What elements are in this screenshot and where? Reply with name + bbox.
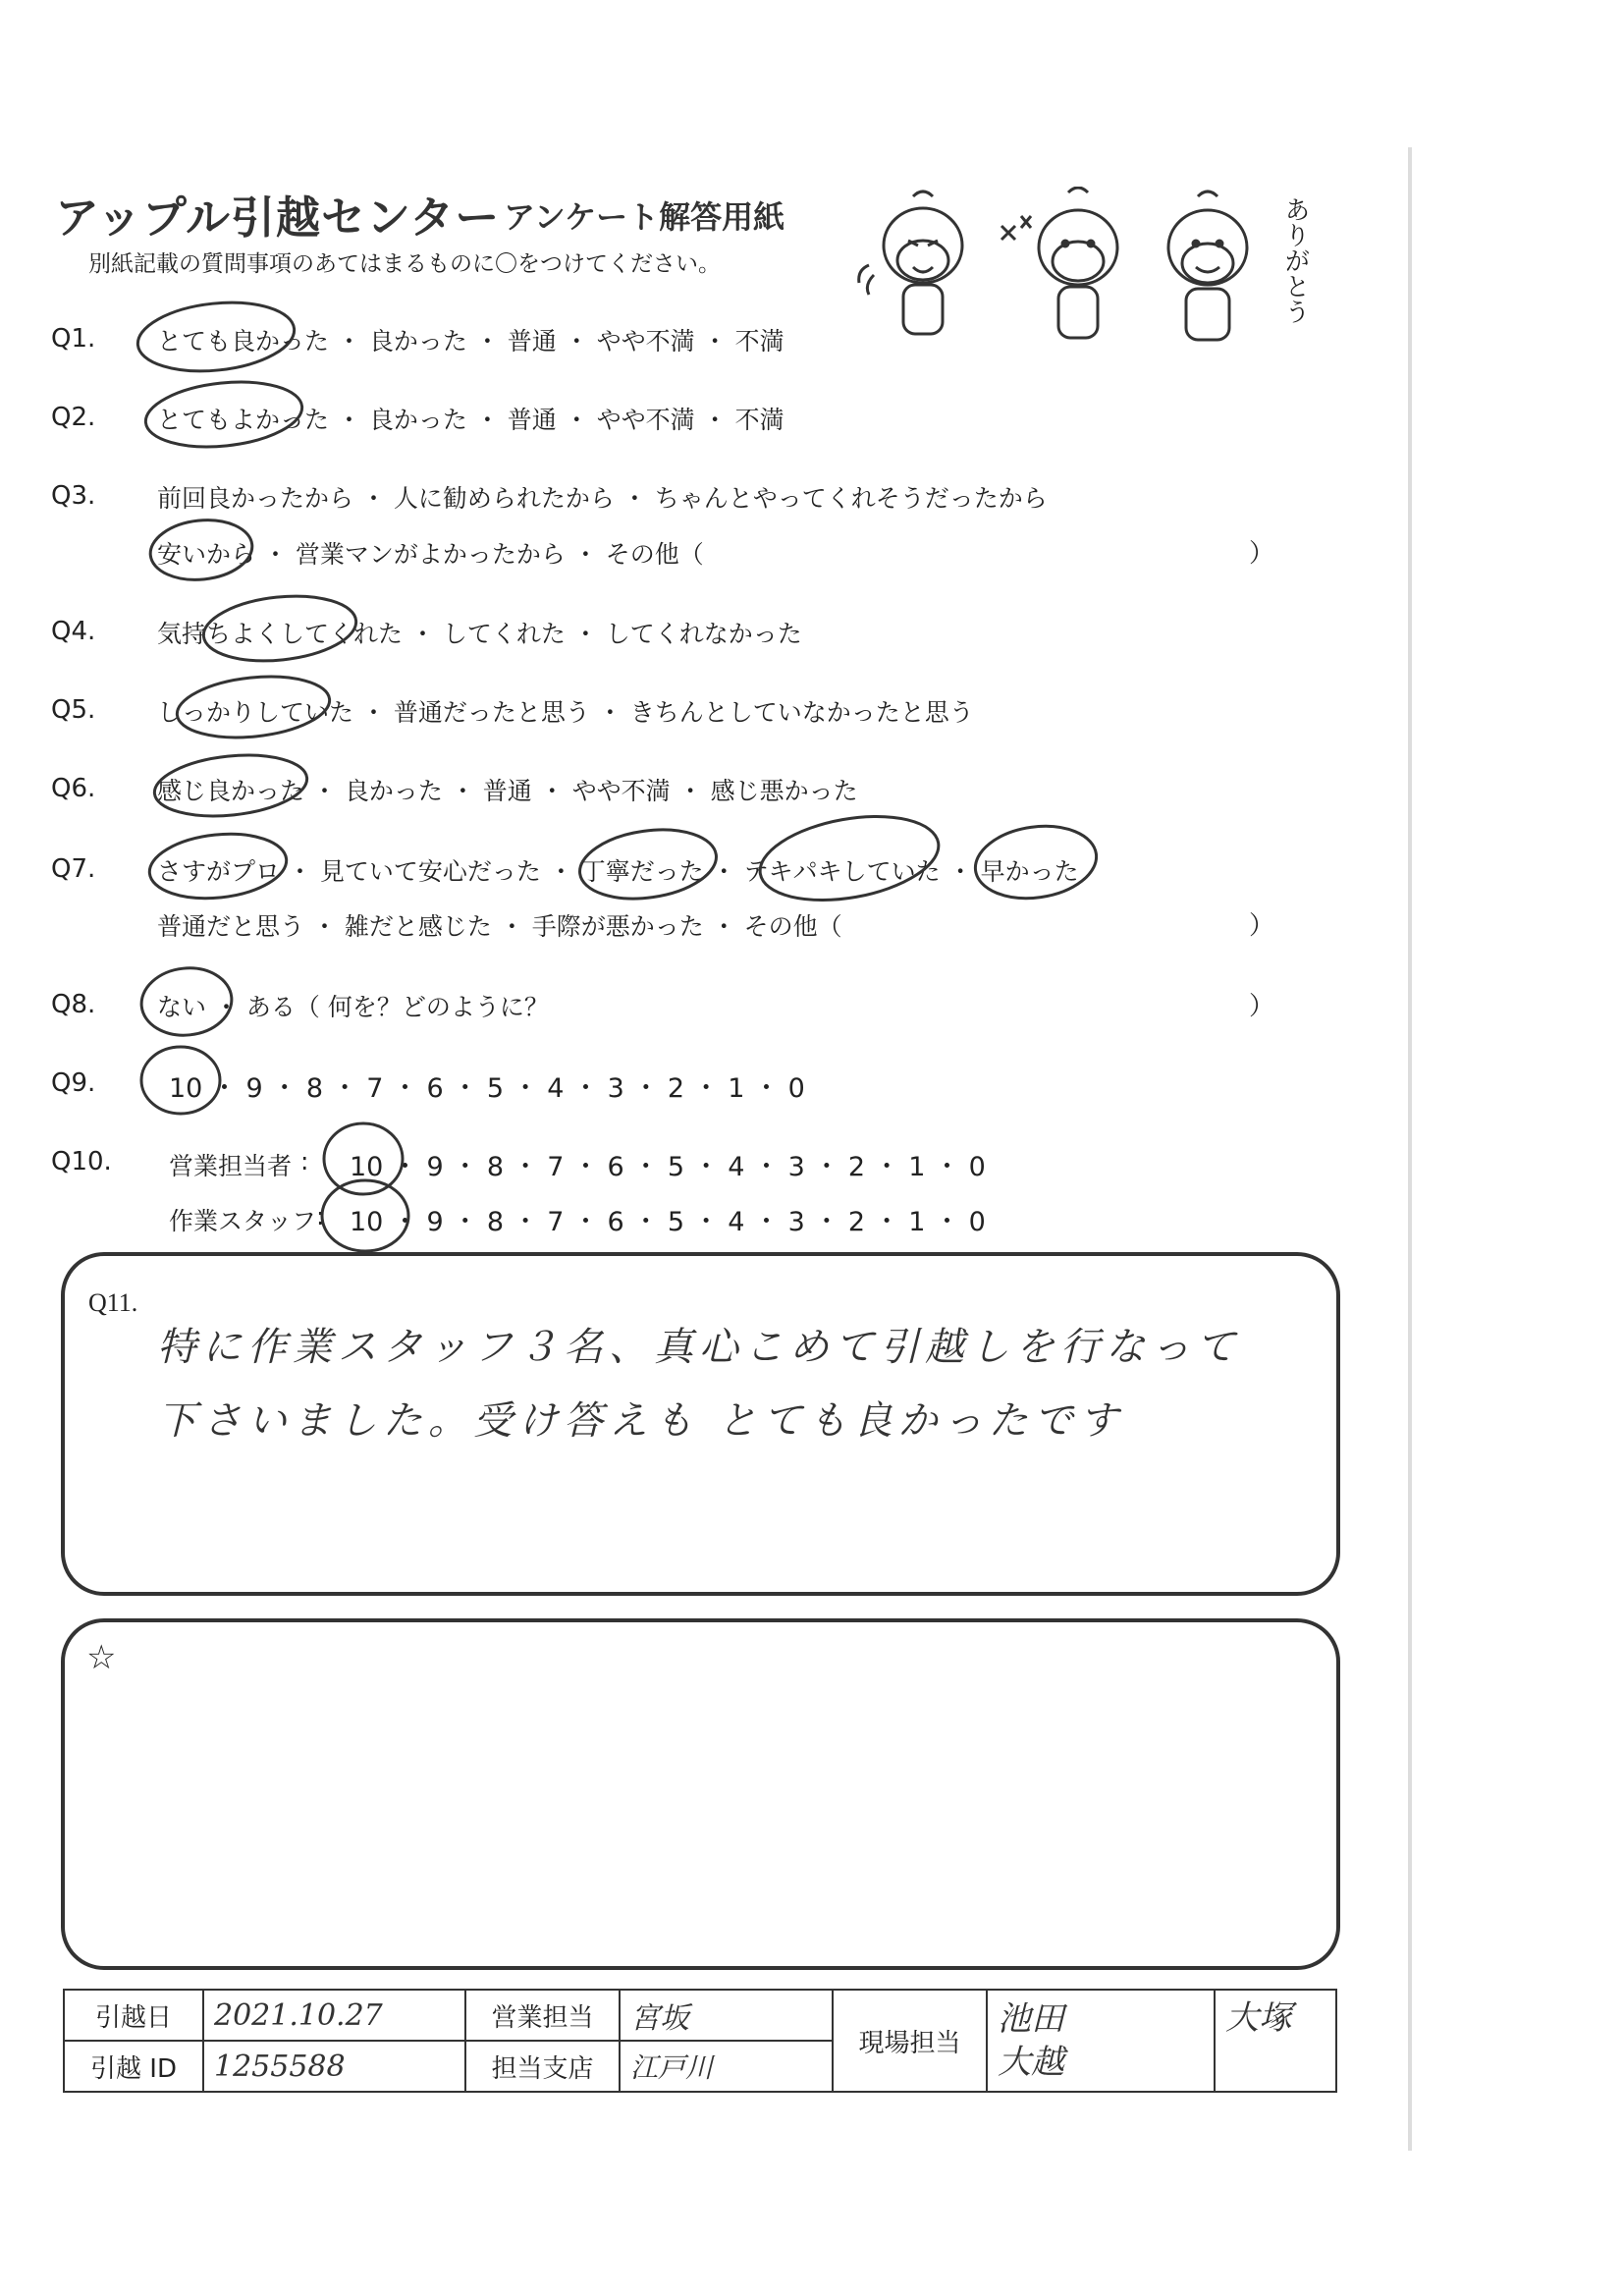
monkey-smiling-icon xyxy=(1168,191,1247,340)
monkey-laughing-icon xyxy=(859,191,962,334)
q2-options: とてもよかった ・ 良かった ・ 普通 ・ やや不満 ・ 不満 xyxy=(157,406,784,434)
q10-label: Q10. xyxy=(51,1147,112,1176)
q1-label: Q1. xyxy=(51,324,96,354)
move-id-value: 1255588 xyxy=(203,2041,465,2092)
q11-answer-line2: 下さいました。受け答えも とても良かったです xyxy=(157,1398,1124,1444)
q6-options: 感じ良かった ・ 良かった ・ 普通 ・ やや不満 ・ 感じ悪かった xyxy=(157,777,858,805)
q9-scale: 10 ・ 9 ・ 8 ・ 7 ・ 6 ・ 5 ・ 4 ・ 3 ・ 2 ・ 1 ・ 0 xyxy=(169,1073,805,1104)
form-title: アンケート解答用紙 xyxy=(504,198,785,236)
q5-label: Q5. xyxy=(51,695,96,725)
move-date-label: 引越日 xyxy=(64,1990,203,2041)
monkey-cheering-icon xyxy=(1001,188,1117,338)
q10-staff-scale: 10 ・ 9 ・ 8 ・ 7 ・ 6 ・ 5 ・ 4 ・ 3 ・ 2 ・ 1 ・ 0 xyxy=(350,1207,986,1237)
move-date-value: 2021.10.27 xyxy=(203,1990,465,2041)
q3-options-line1: 前回良かったから ・ 人に勧められたから ・ ちゃんとやってくれそうだったから xyxy=(157,484,1048,513)
info-table xyxy=(63,1989,1337,2093)
q10-staff-colon: : xyxy=(316,1202,325,1230)
q2-label: Q2. xyxy=(51,403,96,432)
branch-value: 江戸川 xyxy=(620,2041,833,2092)
q4-label: Q4. xyxy=(51,617,96,646)
site-staff-3: 大塚 xyxy=(1225,1998,1292,2038)
q7-options-line1: さすがプロ ・ 見ていて安心だった ・ 丁寧だった ・ テキパキしていた ・ 早かった xyxy=(157,857,1079,886)
q8-label: Q8. xyxy=(51,990,96,1019)
star-comment-box xyxy=(61,1618,1340,1970)
site-staff-2: 大越 xyxy=(998,2043,1064,2082)
instruction-text: 別紙記載の質問事項のあてはまるものに〇をつけてください。 xyxy=(88,251,721,277)
q3-close-paren: ） xyxy=(1249,539,1275,569)
q10-sales-label: 営業担当者 xyxy=(169,1152,293,1180)
q10-sales-colon: : xyxy=(300,1147,309,1175)
q7-close-paren: ） xyxy=(1249,911,1275,941)
company-title: アップル引越センター xyxy=(55,191,501,244)
q1-options: とても良かった ・ 良かった ・ 普通 ・ やや不満 ・ 不満 xyxy=(157,327,784,355)
move-id-label: 引越 ID xyxy=(64,2041,203,2092)
q7-options-line2: 普通だと思う ・ 雑だと感じた ・ 手際が悪かった ・ その他（ xyxy=(157,912,842,941)
q6-label: Q6. xyxy=(51,774,96,803)
q10-staff-label: 作業スタッフ xyxy=(169,1207,317,1235)
sales-rep-label: 営業担当 xyxy=(465,1990,620,2041)
monkey-mascots-illustration xyxy=(854,187,1316,363)
thanks-text: ありがとう xyxy=(1280,196,1310,324)
site-staff-1: 池田 xyxy=(998,1999,1064,2039)
q11-answer-line1: 特に作業スタッフ３名、真心こめて引越しを行なって xyxy=(157,1325,1241,1370)
q10-sales-scale: 10 ・ 9 ・ 8 ・ 7 ・ 6 ・ 5 ・ 4 ・ 3 ・ 2 ・ 1 ・ 0 xyxy=(350,1152,986,1182)
q3-options-line2: 安いから ・ 営業マンがよかったから ・ その他（ xyxy=(157,540,704,569)
site-staff-label: 現場担当 xyxy=(833,1990,987,2092)
star-icon: ☆ xyxy=(86,1640,117,1676)
q5-options: しっかりしていた ・ 普通だったと思う ・ きちんとしていなかったと思う xyxy=(157,698,974,727)
q7-label: Q7. xyxy=(51,854,96,884)
q3-label: Q3. xyxy=(51,481,96,511)
q4-options: 気持ちよくしてくれた ・ してくれた ・ してくれなかった xyxy=(157,620,802,648)
q8-options: ない ・ ある（ 何を？どのように？ xyxy=(157,993,549,1021)
site-staff-cell-1 xyxy=(987,1990,1215,2092)
q8-close-paren: ） xyxy=(1249,992,1275,1021)
q9-label: Q9. xyxy=(51,1068,96,1098)
site-staff-cell-2 xyxy=(1215,1990,1336,2092)
q11-label: Q11. xyxy=(88,1288,138,1317)
page-edge-shadow xyxy=(1408,147,1412,2151)
sales-rep-value: 宮坂 xyxy=(620,1990,833,2041)
branch-label: 担当支店 xyxy=(465,2041,620,2092)
